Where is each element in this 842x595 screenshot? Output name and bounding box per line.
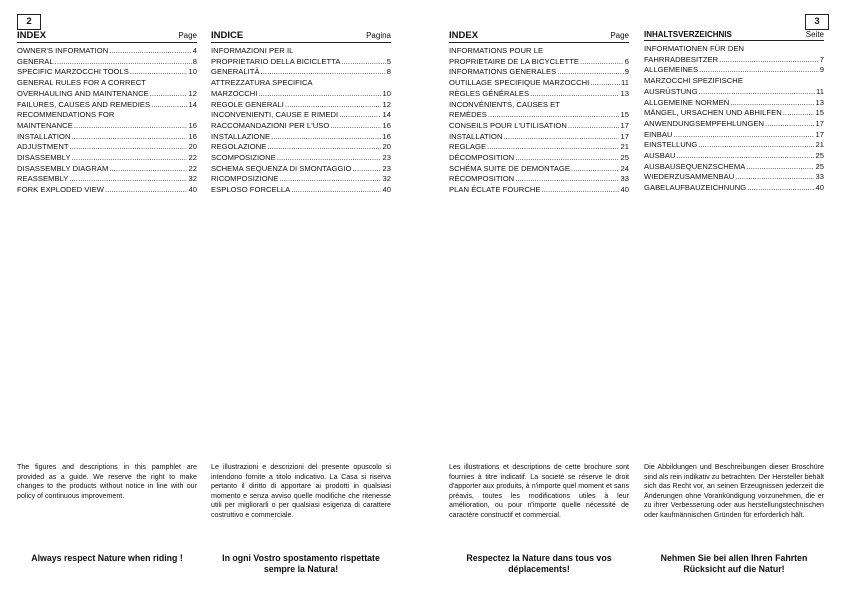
entry-title: INSTALLATION: [17, 131, 71, 141]
entry-page-number: 40: [620, 185, 629, 195]
dot-leader: [105, 185, 187, 196]
dot-leader: [557, 67, 623, 78]
dot-leader: [765, 119, 814, 130]
entry-page-number: 6: [624, 56, 629, 66]
entry-title: MÄNGEL, URSACHEN UND ABHILFEN: [644, 108, 782, 118]
dot-leader: [568, 121, 620, 132]
dot-leader: [719, 55, 819, 66]
index-entry[interactable]: [17, 78, 197, 99]
index-title: INDEX: [449, 30, 479, 41]
index-header: [644, 30, 824, 41]
entry-title: FAHRRADBESITZER: [644, 54, 719, 64]
dot-leader: [698, 140, 814, 151]
dot-leader: [72, 132, 188, 143]
index-entry[interactable]: [211, 185, 391, 196]
dot-leader: [271, 132, 381, 143]
dot-leader: [285, 100, 382, 111]
entry-title: ADJUSTMENT: [17, 142, 69, 152]
entry-page-number: 32: [382, 174, 391, 184]
entry-title-line: INFORMATIONEN FÜR DEN: [644, 44, 745, 53]
dot-leader: [151, 100, 187, 111]
entry-page-number: 5: [386, 56, 391, 66]
page-number-left: 2: [17, 14, 41, 30]
dot-leader: [109, 46, 191, 57]
entry-page-number: 33: [815, 172, 824, 182]
entry-page-number: 17: [815, 118, 824, 128]
entry-title: RACCOMANDAZIONI PER L'USO: [211, 120, 330, 130]
dot-leader: [746, 162, 814, 173]
entry-title: MARZOCCHI: [211, 88, 258, 98]
entry-page-number: 13: [620, 88, 629, 98]
entry-page-number: 40: [815, 183, 824, 193]
index-entry[interactable]: [449, 132, 629, 143]
entry-page-number: 7: [819, 54, 824, 64]
entry-page-number: 15: [815, 108, 824, 118]
dot-leader: [74, 121, 188, 132]
entry-title: OVERHAULING AND MAINTENANCE: [17, 88, 149, 98]
index-entry[interactable]: [17, 132, 197, 143]
index-entry[interactable]: [449, 185, 629, 196]
entry-title: SCHEMA SEQUENZA DI SMONTAGGIO: [211, 163, 352, 173]
entry-title: AUSBAU: [644, 151, 676, 161]
index-entry[interactable]: [644, 130, 824, 141]
entry-title: ANWENDUNGSEMPFEHLUNGEN: [644, 118, 765, 128]
nature-slogan-fr: Respectez la Nature dans tous vos déplacements!: [466, 553, 612, 574]
dot-leader: [69, 174, 187, 185]
entry-title: RÉCOMPOSITION: [449, 174, 515, 184]
entry-title: GENERAL: [17, 56, 54, 66]
dot-leader: [783, 108, 815, 119]
entry-page-number: 21: [815, 140, 824, 150]
index-title: INDICE: [211, 30, 244, 41]
dot-leader: [341, 57, 385, 68]
entry-title: PROPRIETARIO DELLA BICICLETTA: [211, 56, 341, 66]
entry-title: GENERALITÀ: [211, 67, 260, 77]
entry-page-number: 20: [382, 142, 391, 152]
index-entry[interactable]: [449, 89, 629, 100]
entry-page-number: 12: [188, 88, 197, 98]
index-entry[interactable]: [17, 57, 197, 68]
entry-page-number: 22: [188, 163, 197, 173]
nature-slogan-de: Nehmen Sie bei allen Ihren Fahrten Rücksicht auf die Natur!: [660, 553, 808, 574]
entry-page-number: 16: [188, 120, 197, 130]
dot-leader: [504, 132, 620, 143]
index-entry[interactable]: [644, 140, 824, 151]
dot-leader: [70, 142, 188, 153]
entry-title: REGLAGE: [449, 142, 487, 152]
index-entry[interactable]: [17, 110, 197, 131]
dot-leader: [130, 67, 188, 78]
entry-title-line: ATTREZZATURA SPECIFICA: [211, 78, 313, 88]
entry-page-number: 8: [192, 56, 197, 66]
index-entry[interactable]: [211, 100, 391, 111]
index-entry[interactable]: [449, 67, 629, 78]
entry-title: WIEDERZUSAMMENBAU: [644, 172, 735, 182]
index-column-fr: [449, 30, 629, 196]
entry-title: ESPLOSO FORCELLA: [211, 185, 291, 195]
entry-page-number: 23: [382, 163, 391, 173]
entry-title: RICOMPOSIZIONE: [211, 174, 279, 184]
entry-page-number: 17: [620, 131, 629, 141]
index-entry[interactable]: [644, 162, 824, 173]
entry-page-number: 10: [382, 88, 391, 98]
index-entry[interactable]: [17, 100, 197, 111]
index-entry[interactable]: [449, 174, 629, 185]
dot-leader: [109, 164, 187, 175]
entry-title: REASSEMBLY: [17, 174, 69, 184]
dot-leader: [267, 142, 381, 153]
dot-leader: [730, 98, 814, 109]
index-entry[interactable]: [211, 46, 391, 67]
index-entry[interactable]: [17, 142, 197, 153]
dot-leader: [261, 67, 386, 78]
entry-page-number: 33: [620, 174, 629, 184]
entry-page-number: 17: [620, 120, 629, 130]
dot-leader: [150, 89, 188, 100]
index-title: INHALTSVERZEICHNIS: [644, 30, 732, 39]
index-entry[interactable]: [17, 164, 197, 175]
dot-leader: [291, 185, 381, 196]
dot-leader: [277, 153, 382, 164]
dot-leader: [747, 183, 814, 194]
dot-leader: [487, 142, 619, 153]
disclaimer-text-fr: Les illustrations et descriptions de cette brochure sont fournies à titre indicatif. La societé se réserve le droit d'apporter aux produits, à n'importe quel moment et sans préavis, toutes les modifications utiles à leur amélioration, ou pour n'importe quelle nécessité de caractère constructif et commercial.: [449, 463, 629, 519]
entry-page-number: 10: [188, 67, 197, 77]
index-title: INDEX: [17, 30, 47, 41]
index-entry[interactable]: [17, 153, 197, 164]
disclaimer-text-de: Die Abbildungen und Beschreibungen dieser Broschüre sind als rein indikativ zu betrachten. Der Hersteller behält sich das Recht vor, an seinen Erzeugnissen jederzeit die Änderungen ohne Vorankündigung vorzunehmen, die er zu ihrer Verbesserung oder aus herstellungstechnischen oder kaufmännischen Gründen für erforderlich hält.: [644, 463, 824, 519]
index-entry[interactable]: [644, 172, 824, 183]
index-header: [449, 30, 629, 43]
entry-title: SPECIFIC MARZOCCHI TOOLS: [17, 67, 129, 77]
dot-leader: [353, 164, 382, 175]
entry-title: DÉCOMPOSITION: [449, 153, 515, 163]
entry-page-number: 23: [382, 153, 391, 163]
index-entry[interactable]: [211, 142, 391, 153]
entry-page-number: 4: [192, 46, 197, 55]
entry-page-number: 11: [621, 78, 629, 88]
entry-page-number: 21: [620, 142, 629, 152]
index-column-it: [211, 30, 391, 196]
entry-page-number: 13: [815, 97, 824, 107]
entry-page-number: 11: [816, 86, 824, 96]
entry-title: PLAN ÉCLATE FOURCHE: [449, 185, 541, 195]
entry-title: INCONVENIENTI, CAUSE E RIMEDI: [211, 110, 339, 120]
index-entry[interactable]: [449, 46, 629, 67]
entry-title: DISASSEMBLY: [17, 153, 71, 163]
entry-title: OWNER'S INFORMATION: [17, 46, 109, 55]
entry-title-line: INCONVÉNIENTS, CAUSES ET: [449, 99, 560, 109]
index-column-de: [644, 30, 824, 194]
entry-page-number: 16: [382, 120, 391, 130]
index-entry[interactable]: [211, 67, 391, 78]
entry-title: FORK EXPLODED VIEW: [17, 185, 104, 195]
dot-leader: [258, 89, 381, 100]
index-entry[interactable]: [449, 142, 629, 153]
page-column-label: Seite: [805, 30, 824, 39]
index-entry[interactable]: [211, 78, 391, 99]
entry-title: INSTALLAZIONE: [211, 131, 271, 141]
index-entry[interactable]: [17, 67, 197, 78]
index-entry[interactable]: [211, 110, 391, 121]
entry-title: RÈGLES GÉNÉRALES: [449, 88, 530, 98]
index-header: [17, 30, 197, 43]
entry-page-number: 32: [188, 174, 197, 184]
entry-title: AUSRÜSTUNG: [644, 86, 698, 96]
dot-leader: [55, 57, 192, 68]
dot-leader: [330, 121, 381, 132]
entry-page-number: 40: [188, 185, 197, 195]
entry-page-number: 25: [815, 151, 824, 161]
dot-leader: [699, 65, 819, 76]
entry-title: SCHÉMA SUITE DE DEMONTAGE: [449, 163, 570, 173]
entry-title: DISASSEMBLY DIAGRAM: [17, 163, 109, 173]
entry-title: EINSTELLUNG: [644, 140, 698, 150]
index-entry[interactable]: [211, 153, 391, 164]
index-entry[interactable]: [644, 108, 824, 119]
entry-page-number: 15: [620, 110, 629, 120]
index-entry[interactable]: [17, 174, 197, 185]
entry-title: FAILURES, CAUSES AND REMEDIES: [17, 99, 151, 109]
entry-page-number: 20: [188, 142, 197, 152]
dot-leader: [542, 185, 620, 196]
entry-page-number: 8: [386, 67, 391, 77]
entry-title: GABELAUFBAUZEICHNUNG: [644, 183, 747, 193]
entry-title: ALLGEMEINES: [644, 65, 699, 75]
entry-title-line: MARZOCCHI SPEZIFISCHE: [644, 76, 743, 86]
entry-page-number: 9: [819, 65, 824, 75]
index-entry[interactable]: [644, 98, 824, 109]
entry-page-number: 40: [382, 185, 391, 195]
entry-title: REMÈDES: [449, 110, 487, 120]
entry-page-number: 17: [815, 129, 824, 139]
dot-leader: [677, 151, 815, 162]
index-entry[interactable]: [644, 119, 824, 130]
page-column-label: Page: [610, 31, 629, 40]
nature-slogan-it: In ogni Vostro spostamento rispettate sempre la Natura!: [222, 553, 380, 574]
index-entry[interactable]: [449, 100, 629, 121]
dot-leader: [530, 89, 619, 100]
entry-title: OUTILLAGE SPECIFIQUE MARZOCCHI: [449, 78, 590, 88]
entry-title-line: INFORMATIONS POUR LE: [449, 46, 544, 55]
dot-leader: [339, 110, 381, 121]
index-entry[interactable]: [644, 65, 824, 76]
entry-title: MAINTENANCE: [17, 120, 73, 130]
page-number-right: 3: [805, 14, 829, 30]
index-entry[interactable]: [449, 153, 629, 164]
dot-leader: [590, 78, 620, 89]
index-entry[interactable]: [17, 185, 197, 196]
index-entry[interactable]: [644, 44, 824, 65]
dot-leader: [72, 153, 188, 164]
dot-leader: [515, 174, 619, 185]
nature-slogan-en: Always respect Nature when riding !: [31, 553, 183, 563]
dot-leader: [515, 153, 619, 164]
entry-title: AUSBAUSEQUENZSCHEMA: [644, 161, 746, 171]
index-column-en: [17, 30, 197, 196]
entry-title: SCOMPOSIZIONE: [211, 153, 276, 163]
entry-page-number: 16: [188, 131, 197, 141]
entry-title: EINBAU: [644, 129, 673, 139]
index-entry[interactable]: [449, 164, 629, 175]
index-entry[interactable]: [211, 132, 391, 143]
dot-leader: [699, 87, 815, 98]
dot-leader: [674, 130, 815, 141]
entry-title: ALLGEMEINE NORMEN: [644, 97, 730, 107]
index-entry[interactable]: [211, 164, 391, 175]
entry-page-number: 12: [382, 99, 391, 109]
entry-page-number: 16: [382, 131, 391, 141]
entry-title: REGOLAZIONE: [211, 142, 267, 152]
index-entry[interactable]: [449, 121, 629, 132]
disclaimer-text-it: Le illustrazioni e descrizioni del presente opuscolo si intendono fornite a titolo indicativo. La Casa si riserva pertanto il diritto di apportare ai prodotti in qualsiasi momento e senza avviso quelle modifiche che ritenesse utili per migliorarli o per qualsiasi esigenza di carattere costruttivo e commerciale.: [211, 463, 391, 519]
entry-title-line: GENERAL RULES FOR A CORRECT: [17, 78, 146, 88]
index-entry[interactable]: [211, 174, 391, 185]
entry-page-number: 14: [188, 99, 197, 109]
index-entry[interactable]: [644, 76, 824, 97]
entry-title: INSTALLATION: [449, 131, 503, 141]
disclaimer-text-en: The figures and descriptions in this pamphlet are provided as a guide. We reserve the right to make changes to the products without notice in line with our policy of continuous improvement.: [17, 463, 197, 500]
entry-title: INFORMATIONS GENERALES: [449, 67, 557, 77]
dot-leader: [571, 164, 620, 175]
index-entry[interactable]: [211, 121, 391, 132]
entry-page-number: 25: [620, 153, 629, 163]
entry-title-line: RECOMMENDATIONS FOR: [17, 110, 115, 120]
entry-page-number: 24: [620, 163, 629, 173]
entry-title: PROPRIETAIRE DE LA BICYCLETTE: [449, 56, 580, 66]
entry-page-number: 9: [624, 67, 629, 77]
page-column-label: Page: [178, 31, 197, 40]
index-entry[interactable]: [449, 78, 629, 89]
dot-leader: [580, 57, 624, 68]
entry-title-line: INFORMAZIONI PER IL: [211, 46, 294, 55]
dot-leader: [735, 172, 814, 183]
entry-page-number: 14: [382, 110, 391, 120]
dot-leader: [488, 110, 620, 121]
dot-leader: [279, 174, 381, 185]
page-column-label: Pagina: [366, 31, 391, 40]
index-entry[interactable]: [17, 46, 197, 57]
entry-page-number: 22: [188, 153, 197, 163]
entry-title: CONSEILS POUR L'UTILISATION: [449, 120, 567, 130]
entry-page-number: 25: [815, 161, 824, 171]
index-entry[interactable]: [644, 183, 824, 194]
entry-title: REGOLE GENERALI: [211, 99, 284, 109]
index-entry[interactable]: [644, 151, 824, 162]
index-header: [211, 30, 391, 43]
